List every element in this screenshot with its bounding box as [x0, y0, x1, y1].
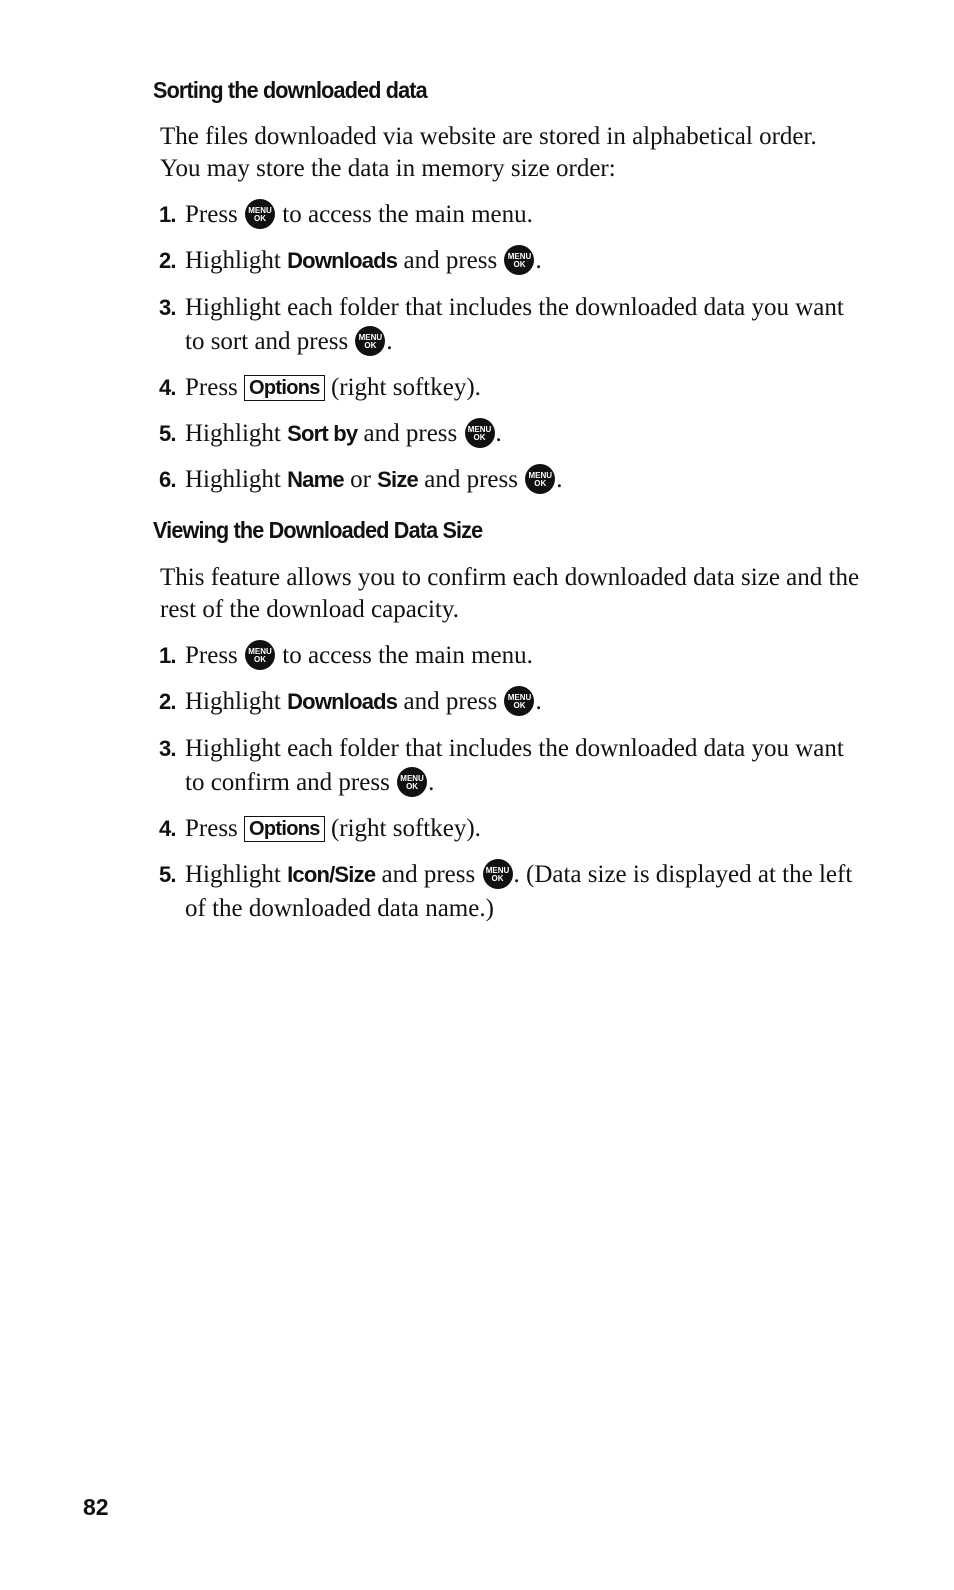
step-view-2: 2. Highlight Downloads and press MENU OK .	[159, 685, 859, 719]
step-sort-2: 2. Highlight Downloads and press MENU OK .	[159, 244, 859, 278]
step-sort-5: 5. Highlight Sort by and press MENU OK .	[159, 417, 859, 451]
step-number: 4.	[159, 375, 176, 400]
intro-sorting: The files downloaded via website are stored in alphabetical order. You may store the data in memory size order:	[160, 123, 817, 182]
menu-ok-key-icon: MENU OK	[525, 464, 555, 494]
step-number: 1.	[159, 643, 176, 668]
step-number: 2.	[159, 689, 176, 714]
step-number: 2.	[159, 248, 176, 273]
section-heading-sorting: Sorting the downloaded data	[153, 77, 427, 103]
step-number: 1.	[159, 202, 176, 227]
section-heading-viewing: Viewing the Downloaded Data Size	[153, 517, 483, 543]
options-softkey-label: Options	[244, 375, 325, 401]
menu-ok-key-icon: MENU OK	[245, 640, 275, 670]
menu-ok-key-icon: MENU OK	[397, 767, 427, 797]
menu-ok-key-icon: MENU OK	[483, 859, 513, 889]
step-number: 3.	[159, 295, 176, 320]
menu-ok-key-icon: MENU OK	[355, 326, 385, 356]
step-number: 4.	[159, 816, 176, 841]
page-number: 82	[83, 1494, 109, 1520]
step-number: 5.	[159, 862, 176, 887]
step-number: 6.	[159, 467, 176, 492]
step-sort-6: 6. Highlight Name or Size and press MENU OK .	[159, 463, 859, 497]
step-number: 3.	[159, 736, 176, 761]
menu-ok-key-icon: MENU OK	[504, 686, 534, 716]
menu-ok-key-icon: MENU OK	[504, 245, 534, 275]
intro-viewing: This feature allows you to confirm each downloaded data size and the rest of the download capacity.	[160, 564, 860, 623]
step-number: 5.	[159, 421, 176, 446]
menu-term-name: Name	[287, 467, 344, 492]
step-view-1: 1. Press MENU OK to access the main menu.	[159, 639, 859, 673]
menu-ok-key-icon: MENU OK	[245, 199, 275, 229]
menu-term-icon-size: Icon/Size	[287, 862, 376, 887]
step-sort-4: 4. Press Options (right softkey).	[159, 371, 859, 405]
step-view-3: 3. Highlight each folder that includes the downloaded data you want to confirm and press MENU OK .	[159, 732, 859, 799]
menu-term-downloads: Downloads	[287, 248, 398, 273]
step-sort-1: 1. Press MENU OK to access the main menu.	[159, 198, 859, 232]
step-view-5: 5. Highlight Icon/Size and press MENU OK . (Data size is displayed at the left of the downloaded data name.)	[159, 858, 859, 925]
options-softkey-label: Options	[244, 816, 325, 842]
step-view-4: 4. Press Options (right softkey).	[159, 812, 859, 846]
step-sort-3: 3. Highlight each folder that includes the downloaded data you want to sort and press MENU OK .	[159, 291, 859, 358]
menu-term-sort-by: Sort by	[287, 421, 358, 446]
menu-ok-key-icon: MENU OK	[465, 418, 495, 448]
menu-term-downloads: Downloads	[287, 689, 398, 714]
menu-term-size: Size	[377, 467, 418, 492]
